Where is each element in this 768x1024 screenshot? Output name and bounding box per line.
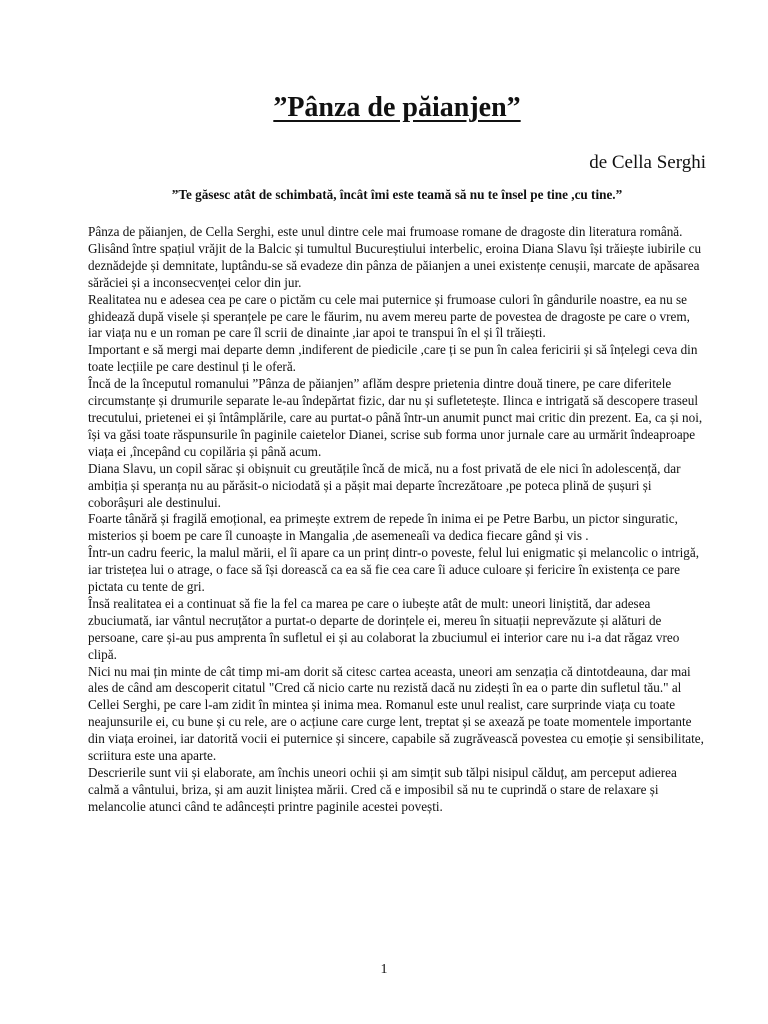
paragraph: Descrierile sunt vii și elaborate, am închis uneori ochii și am simțit sub tălpi nisipul călduț, am perceput adierea calmă a vântului, briza, și am auzit liniștea mării. Cred că e imposibil să nu te cuprindă o stare de relaxare și melancolie atunci când te adâncești printre paginile acestei povești. — [88, 765, 677, 814]
paragraph: Pânza de păianjen, de Cella Serghi, este unul dintre cele mai frumoase romane de dragoste din literatura română. — [88, 224, 683, 239]
document-body — [88, 224, 706, 816]
paragraph: Foarte tânără și fragilă emoțional, ea primește extrem de repede în inima ei pe Petre Barbu, un pictor singuratic, misterios și boem pe care îl cunoaște in Mangalia ,de asemeneaîi va dedica fiecare gând și vis . — [88, 511, 678, 544]
paragraph: Încă de la începutul romanului ”Pânza de păianjen” aflăm despre prietenia dintre două tinere, pe care diferitele circumstanțe și drumurile separate le-au îndepărtat fizic, dar nu și sufletetește. Ilinca e intrigată să descopere traseul trecutului, prietenei ei și întâmplările, care au purtat-o până într-un anumit punct mai critic din prezent. Ea, ca și noi, își va găsi toate răspunsurile în paginile caietelor Dianei, scrise sub forma unor jurnale care au urmărit îndeaproape viața ei ,începând cu copilăria și până acum. — [88, 376, 703, 459]
page-number: 1 — [380, 962, 388, 977]
paragraph: Diana Slavu, un copil sărac și obișnuit cu greutățile încă de mică, nu a fost privată de ele nici în adolescență, dar ambiția și speranța nu au părăsit-o niciodată și a pășit mai departe încrezătoare ,pe poteca plină de șușuri și coborâșuri ale destinului. — [88, 460, 681, 510]
epigraph-quote: ”Te găsesc atât de schimbată, încât îmi este teamă să nu te însel pe tine ,cu tine.” — [171, 187, 623, 202]
document-title-text: ”Pânza de păianjen” — [273, 92, 521, 123]
author-line: de Cella Serghi — [589, 152, 706, 173]
paragraph: Glisând între spațiul vrăjit de la Balcic și tumultul Bucureștiului interbelic, eroina Diana Slavu își trăiește iubirile cu deznădejde și demnitate, luptându-se să evadeze din pânza de păianjen a unei existențe cenușii, marcate de apăsarea sărăciei și a inconsecvenței celor din jur. — [88, 240, 702, 290]
paragraph: Realitatea nu e adesea cea pe care o pictăm cu cele mai puternice și frumoase culori în gândurile noastre, ea nu se ghidează după visele și speranțele pe care le făurim, nu avem mereu parte de povestea de dragoste pe care o vrem, iar viața nu e un roman pe care îl scrii de dinainte ,iar apoi te transpui în el și îl trăiești. — [88, 291, 690, 341]
paragraph: Într-un cadru feeric, la malul mării, el îi apare ca un prinț dintr-o poveste, felul lui enigmatic și melancolic o intrigă, iar tristețea lui o atrage, o face să își dorească ca ea să fie cea care îi aduce culoare și fericire în existența ce pare pictata cu tente de gri. — [88, 545, 700, 595]
paragraph: Nici nu mai țin minte de cât timp mi-am dorit să citesc cartea aceasta, uneori am senzația că dintotdeauna, dar mai ales de când am descoperit citatul "Cred că nicio carte nu rezistă dacă nu zidești în ea o parte din sufletul tău." al Cellei Serghi, pe care l-am zidit în mintea și inima mea. Romanul este unul realist, care surprinde viața cu toate neajunsurile ei, cu bune și cu rele, are o acțiune care curge lent, treptat și se axează pe toate momentele importante din viața eroinei, iar datorită vocii ei puternice și sincere, capabile să zugrăvească povestea cu emoție și sensibilitate, scriitura este una aparte. — [88, 663, 704, 764]
document-title — [88, 88, 706, 128]
paragraph: Important e să mergi mai departe demn ,indiferent de piedicile ,care ți se pun în calea fericirii și să înțelegi ceva din toate lecțiile pe care destinul ți le oferă. — [88, 342, 698, 375]
paragraph: Însă realitatea ei a continuat să fie la fel ca marea pe care o iubește atât de mult: uneori liniștită, dar adesea zbuciumată, iar vântul necruțător a purtat-o departe de dorințele ei, mereu în situații neprevăzute și alături de persoane, care și-au pus amprenta în sufletul ei și au colaborat la zbuciumul ei interior care nu i-a dat răgaz vreo clipă. — [88, 595, 680, 662]
